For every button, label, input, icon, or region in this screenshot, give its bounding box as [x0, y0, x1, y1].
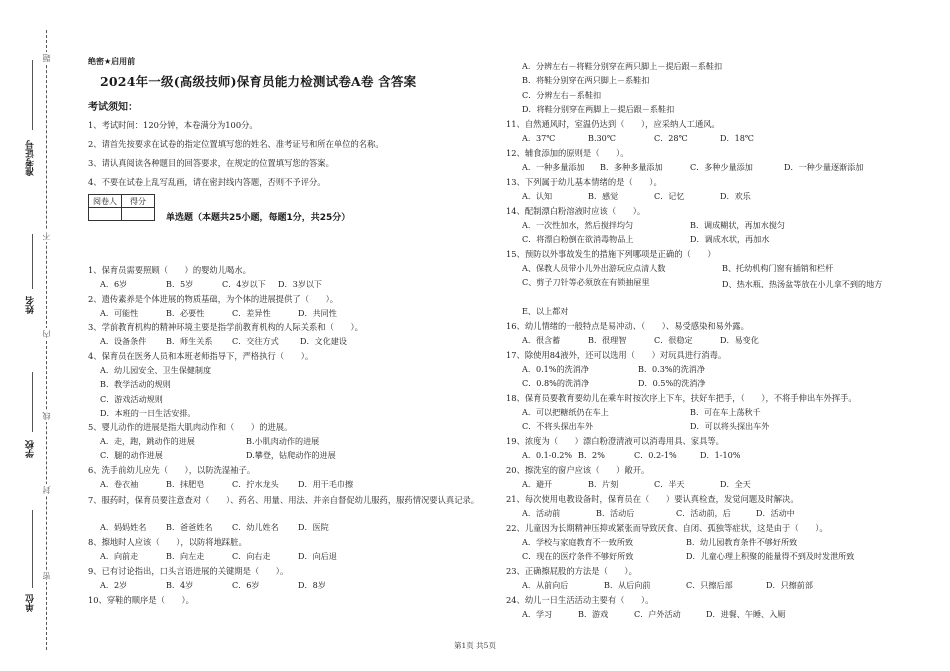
- seal-note: 不: [42, 232, 51, 240]
- question-text: 1、保育员需要照顾（ ）的婴幼儿喝水。: [88, 265, 251, 275]
- answer-option[interactable]: C．交往方式: [232, 336, 279, 346]
- secret-mark: 绝密★启用前: [88, 57, 136, 66]
- header: [88, 56, 508, 67]
- answer-option[interactable]: A．向前走: [100, 551, 139, 561]
- answer-option[interactable]: D．本班的一日生活安排。: [100, 407, 196, 418]
- answer-option[interactable]: A．可以把糖纸仍在车上: [522, 407, 609, 417]
- answer-option[interactable]: D．3岁以下: [278, 279, 323, 289]
- question-text: 23、正确擦屁股的方法是（ ）。: [506, 566, 637, 576]
- answer-option[interactable]: A．幼儿园安全、卫生保健制度: [100, 365, 212, 375]
- answer-option[interactable]: A．学习: [522, 609, 553, 619]
- question-text: 22、儿童因为长期精神压抑或紧张而导致厌食、自闭、孤独等症状，这是由于（ ）。: [506, 523, 828, 533]
- name-label: 姓名: [26, 296, 36, 314]
- answer-option[interactable]: D．进餐、午睡、入厕: [706, 609, 786, 619]
- answer-option[interactable]: C．幼儿姓名: [232, 522, 279, 532]
- answer-option[interactable]: D．文化建设: [300, 336, 347, 346]
- question-text: 17、除使用84液外，还可以选用（ ）对玩具进行消毒。: [506, 350, 727, 360]
- answer-option[interactable]: B．可在车上荡秋千: [690, 407, 761, 417]
- answer-option[interactable]: B．教学活动的规则: [100, 379, 171, 390]
- question-text: 11、自然通风时，室温仍达到（ ），应采纳人工通风。: [506, 119, 720, 129]
- seal-note: 封: [42, 486, 51, 494]
- answer-option[interactable]: C．不将头探出车外: [522, 421, 593, 432]
- answer-option[interactable]: C．分辨左右－系鞋扣: [522, 89, 602, 100]
- answer-option[interactable]: B．4岁: [166, 580, 194, 590]
- score-header: 得分: [122, 195, 155, 208]
- question-text: 3、学前教育机构的精神环境主要是指学前教育机构的人际关系和（ ）。: [88, 322, 363, 332]
- school-line[interactable]: [32, 372, 33, 432]
- answer-option[interactable]: A．妈妈姓名: [100, 522, 147, 532]
- answer-option[interactable]: D．一种少量逐渐添加: [784, 162, 864, 172]
- answer-option[interactable]: B．调成糊状，再加水搅匀: [690, 220, 785, 230]
- question-text: 12、辅食添加的原则是（ ）。: [506, 148, 629, 158]
- answer-option[interactable]: E、以上都对: [522, 305, 569, 316]
- answer-option[interactable]: C．向右走: [232, 551, 271, 561]
- answer-option[interactable]: C．户外活动: [634, 609, 681, 619]
- answer-option[interactable]: B．必要性: [166, 308, 205, 318]
- answer-option[interactable]: B．片刻: [588, 479, 619, 489]
- answer-option[interactable]: A．6岁: [100, 279, 128, 289]
- score-table: [88, 194, 155, 221]
- question-text: 16、幼儿情绪的一般特点是易冲动、（ ）、易受感染和易外露。: [506, 321, 749, 331]
- answer-option[interactable]: C．很稳定: [654, 335, 693, 345]
- binding-margin: [0, 0, 70, 671]
- answer-option[interactable]: A．0.1-0.2%: [522, 450, 573, 460]
- answer-option[interactable]: B．0.3%的洗消净: [638, 364, 705, 374]
- question-text: 20、擦洗室的窗户应该（ ）敞开。: [506, 465, 650, 475]
- answer-option[interactable]: D．用干毛巾擦: [298, 479, 354, 489]
- question-text: 14、配制漂白粉溶液时应该（ ）。: [506, 206, 646, 216]
- answer-option[interactable]: C、剪子刀针等必须放在有锁抽屉里: [522, 277, 650, 288]
- question-text: 13、下列属于幼儿基本情绪的是（ ）。: [506, 177, 662, 187]
- seal-note: 密: [42, 572, 51, 580]
- answer-option[interactable]: D．儿童心理上积聚的能量得不到及时发泄所致: [686, 551, 855, 562]
- answer-option[interactable]: A．可能性: [100, 308, 139, 318]
- answer-option[interactable]: A．0.1%的洗消净: [522, 364, 589, 374]
- answer-option[interactable]: D．全天: [720, 479, 751, 489]
- answer-option[interactable]: C．现在的医疗条件不够好所致: [522, 551, 634, 562]
- answer-option[interactable]: B．从后向前: [604, 580, 651, 590]
- score-cell[interactable]: [122, 208, 155, 221]
- answer-option[interactable]: B．师生关系: [166, 336, 213, 346]
- seal-dashed-line: [46, 30, 47, 650]
- answer-option[interactable]: C．只擦后部: [686, 580, 733, 590]
- question-text: 7、服药时，保育员要注意查对（ ）、药名、用量、用法、并亲自督促幼儿服药，服药情况要认真记录。: [88, 495, 480, 505]
- answer-option[interactable]: B．向左走: [166, 551, 205, 561]
- answer-option[interactable]: D．欢乐: [720, 191, 751, 201]
- grader-header: 阅卷人: [89, 195, 122, 208]
- seal-note: 题: [42, 54, 51, 62]
- answer-option[interactable]: A．避开: [522, 479, 553, 489]
- answer-option[interactable]: C．将漂白粉倒在欲消毒物品上: [522, 234, 634, 245]
- answer-option[interactable]: A．活动前: [522, 508, 561, 518]
- answer-option[interactable]: C．差异性: [232, 308, 271, 318]
- answer-option[interactable]: A．从前向后: [522, 580, 569, 590]
- answer-option[interactable]: B．将鞋分别穿在两只脚上－系鞋扣: [522, 75, 650, 86]
- answer-option[interactable]: D.攀登，钻爬动作的进展: [246, 450, 336, 461]
- question-text: 2、遗传素养是个体进展的物质基础，为个体的进展提供了（ ）。: [88, 294, 339, 304]
- notice-item: 4、不要在试卷上乱写乱画，请在密封线内答题，否则不予评分。: [88, 177, 326, 187]
- question-text: 4、保育员在医务人员和本班老师指导下，严格执行（ ）。: [88, 351, 314, 361]
- question-text: 15、预防以外事故发生的措施下列哪项是正确的（ ）: [506, 249, 716, 259]
- answer-option[interactable]: A．一种多量添加: [522, 162, 585, 172]
- answer-option[interactable]: D、热水瓶、热汤盆等放在小儿拿不到的地方: [722, 279, 883, 290]
- answer-option[interactable]: D．医院: [298, 522, 329, 532]
- answer-option[interactable]: A．2岁: [100, 580, 128, 590]
- answer-option[interactable]: A．一次性加水，然后搅拌均匀: [522, 220, 634, 230]
- answer-option[interactable]: C．活动前，后: [676, 508, 731, 518]
- school-label: 学校: [26, 440, 36, 458]
- page-title: 2024年一级(高级技师)保育员能力检测试卷A卷 含答案: [100, 74, 417, 89]
- answer-option[interactable]: A．学校与家庭教育不一致所致: [522, 537, 634, 547]
- notice-item: 2、请首先按要求在试卷的指定位置填写您的姓名、准考证号和所在单位的名称。: [88, 139, 384, 149]
- question-text: 19、浓度为（ ）漂白粉澄清液可以消毒用具、家具等。: [506, 436, 724, 446]
- question-text: 5、婴儿动作的进展是指大肌肉动作和（ ）的进展。: [88, 422, 293, 432]
- answer-option[interactable]: D．调成水状，再加水: [690, 234, 770, 245]
- page-footer: 第1页 共5页: [454, 641, 496, 650]
- question-text: 24、幼儿一日生活活动主要有（ ）。: [506, 595, 654, 605]
- notice-heading: 考试须知：: [88, 102, 138, 113]
- exam-number-label: 准考证号: [26, 140, 36, 176]
- answer-option[interactable]: C．0.2-1%: [634, 450, 677, 460]
- question-text: 21、每次使用电教设备时，保育员在（ ）要认真检查，发觉问题及时解决。: [506, 494, 799, 504]
- answer-option[interactable]: A．走，跑，跳动作的进展: [100, 436, 195, 446]
- answer-option[interactable]: D．0.5%的洗消净: [638, 378, 706, 389]
- name-line[interactable]: [32, 234, 33, 289]
- answer-option[interactable]: B．很理智: [588, 335, 627, 345]
- answer-option[interactable]: D．只擦前部: [766, 580, 813, 590]
- answer-option[interactable]: A．卷衣袖: [100, 479, 139, 489]
- notice-item: 1、考试时间：120分钟，本卷满分为100分。: [88, 120, 258, 130]
- answer-option[interactable]: C．拧水龙头: [232, 479, 279, 489]
- exam-number-line[interactable]: [32, 60, 33, 130]
- answer-option[interactable]: B．多种多量添加: [600, 162, 663, 172]
- answer-option[interactable]: D．1-10%: [700, 450, 741, 460]
- question-text: 10、穿鞋的顺序是（ ）。: [88, 595, 194, 605]
- unit-label: 单位: [26, 594, 36, 612]
- answer-option[interactable]: A．认知: [522, 191, 553, 201]
- answer-option[interactable]: D．活动中: [756, 508, 795, 518]
- answer-option[interactable]: B．2%: [578, 450, 605, 460]
- answer-option[interactable]: A．分辨左右－将鞋分别穿在两只脚上－提后跟－系鞋扣: [522, 61, 723, 71]
- answer-option[interactable]: B．游戏: [578, 609, 609, 619]
- answer-option[interactable]: C．游戏活动规则: [100, 393, 163, 404]
- answer-option[interactable]: D．向后退: [298, 551, 337, 561]
- answer-option[interactable]: D．8岁: [298, 580, 326, 590]
- question-text: 9、已有讨论指出，口头言语进展的关键期是（ ）。: [88, 566, 289, 576]
- answer-option[interactable]: A、保教人员带小儿外出游玩应点清人数: [522, 263, 666, 273]
- answer-option[interactable]: B．感觉: [588, 191, 619, 201]
- grader-cell[interactable]: [89, 208, 122, 221]
- answer-option[interactable]: B．爸爸姓名: [166, 522, 213, 532]
- answer-option[interactable]: C．多种少量添加: [690, 162, 753, 172]
- seal-note: 内: [42, 330, 51, 338]
- unit-line[interactable]: [32, 510, 33, 588]
- answer-option[interactable]: B.30℃: [588, 133, 616, 143]
- question-text: 18、保育员要教育要幼儿在乘车时按次序上下车，扶好车把手，（ ），不将手伸出车外挥手。: [506, 393, 857, 403]
- question-text: 6、洗手前幼儿应先（ ），以防洗湿袖子。: [88, 465, 256, 475]
- notice-item: 3、请认真阅读各种题目的回答要求，在规定的位置填写您的答案。: [88, 158, 334, 168]
- answer-option[interactable]: C．记忆: [654, 191, 685, 201]
- answer-option[interactable]: C．6岁: [232, 580, 260, 590]
- answer-option[interactable]: B．5岁: [166, 279, 194, 289]
- answer-option[interactable]: D．将鞋分别穿在两脚上－提后跟－系鞋扣: [522, 103, 675, 114]
- section-heading: 单选题（本题共25小题，每题1分，共25分）: [166, 213, 351, 223]
- answer-option[interactable]: C．0.8%的洗消净: [522, 378, 590, 389]
- answer-option[interactable]: D．共同性: [298, 308, 337, 318]
- answer-option[interactable]: B．抹肥皂: [166, 479, 205, 489]
- answer-option[interactable]: C．腿的动作进展: [100, 450, 163, 461]
- answer-option[interactable]: C．4岁以下: [222, 279, 266, 289]
- answer-option[interactable]: C．半天: [654, 479, 685, 489]
- answer-option[interactable]: B．活动后: [596, 508, 635, 518]
- answer-option[interactable]: A．很含蓄: [522, 335, 561, 345]
- answer-option[interactable]: B．幼儿园教育条件不够好所致: [686, 537, 798, 547]
- seal-note: 线: [42, 412, 51, 420]
- answer-option[interactable]: A．37℃: [522, 133, 556, 143]
- question-text: 8、擦地时人应该（ ），以防将地踩脏。: [88, 537, 247, 547]
- answer-option[interactable]: B.小肌肉动作的进展: [246, 436, 320, 446]
- answer-option[interactable]: B、托幼机构门窗有插销和栏杆: [722, 263, 834, 273]
- answer-option[interactable]: C．28℃: [654, 133, 688, 143]
- answer-option[interactable]: A．设备条件: [100, 336, 147, 346]
- answer-option[interactable]: D．易变化: [720, 335, 759, 345]
- answer-option[interactable]: D．可以将头探出车外: [690, 421, 770, 432]
- answer-option[interactable]: D．18℃: [720, 133, 754, 143]
